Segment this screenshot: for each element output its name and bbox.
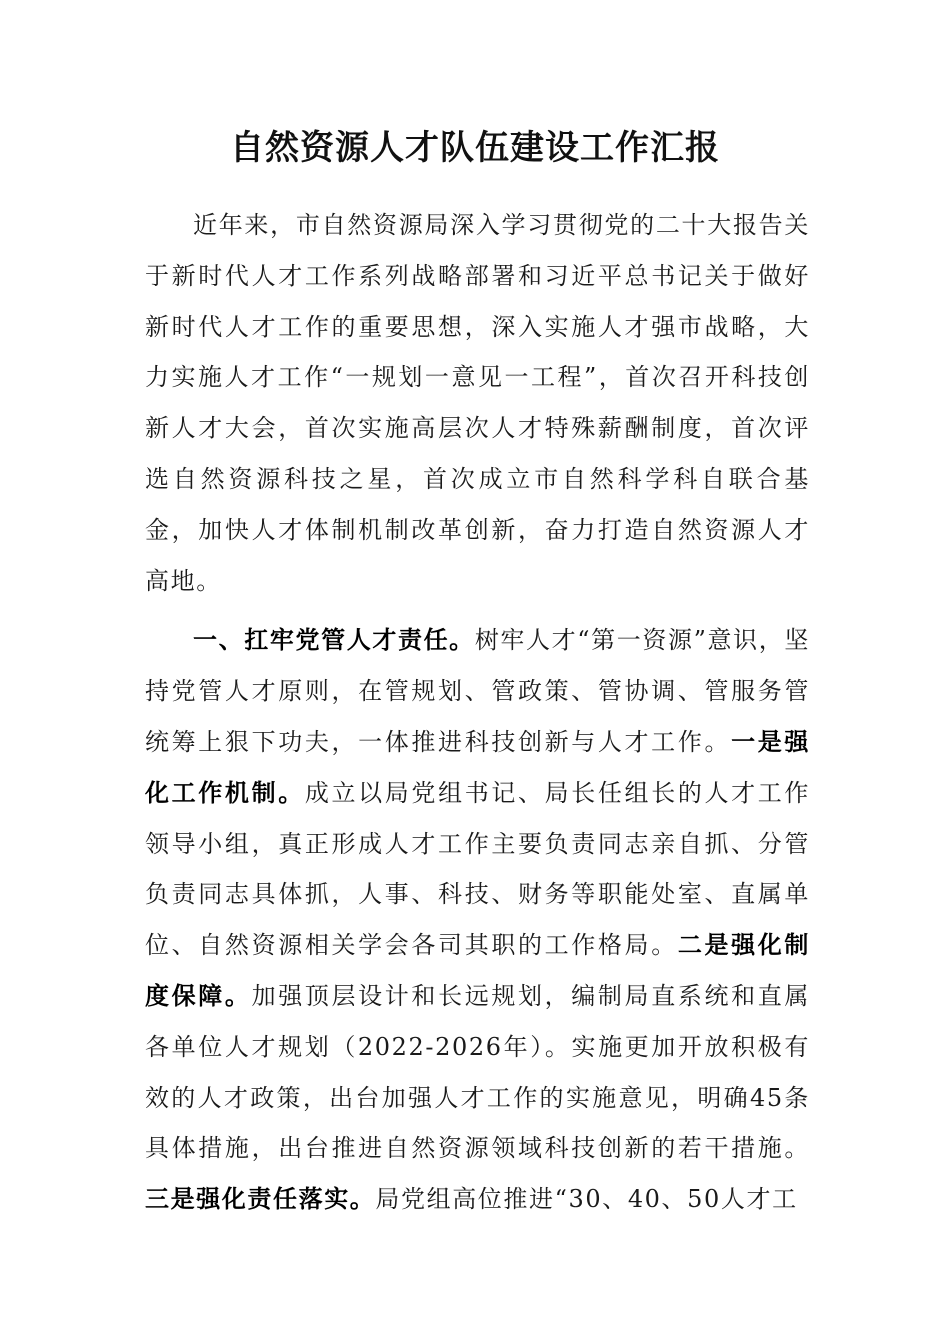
point-2-text: 加强顶层设计和长远规划，编制局直系统和直属各单位人才规划（2022-2026年）。实施更加开放积极有效的人才政策，出台加强人才工作的实施意见，明确45条具体措施，出台推进自然资源领域科技创新的若干措施。 xyxy=(145,981,810,1163)
point-1-text: 成立以局党组书记、局长任组长的人才工作领导小组，真正形成人才工作主要负责同志亲自抓、分管负责同志具体抓，人事、科技、财务等职能处室、直属单位、自然资源相关学会各司其职的工作格局。 xyxy=(145,778,810,960)
section-1-heading: 一、扛牢党管人才责任。 xyxy=(193,625,475,655)
point-2-heading: 二是强化制度保障。 xyxy=(145,930,811,1010)
section-1-lead: 树牢人才“第一资源”意识，坚持党管人才原则，在管规划、管政策、管协调、管服务管统筹上狠下功夫，一体推进科技创新与人才工作。 xyxy=(145,626,810,756)
document-title: 自然资源人才队伍建设工作汇报 xyxy=(230,128,720,168)
point-1-heading: 一是强化工作机制。 xyxy=(145,726,810,807)
document-body xyxy=(145,200,810,1225)
section-1-paragraph xyxy=(145,615,810,1225)
point-3-heading: 三是强化责任落实。 xyxy=(145,1184,376,1214)
point-3-text: 局党组高位推进“30、40、50人才工 xyxy=(375,1185,798,1214)
intro-paragraph: 近年来，市自然资源局深入学习贯彻党的二十大报告关于新时代人才工作系列战略部署和习近平总书记关于做好新时代人才工作的重要思想，深入实施人才强市战略，大力实施人才工作“一规划一意见一工程”，首次召开科技创新人才大会，首次实施高层次人才特殊薪酬制度，首次评选自然资源科技之星，首次成立市自然科学科自联合基金，加快人才体制机制改革创新，奋力打造自然资源人才高地。 xyxy=(145,211,810,595)
